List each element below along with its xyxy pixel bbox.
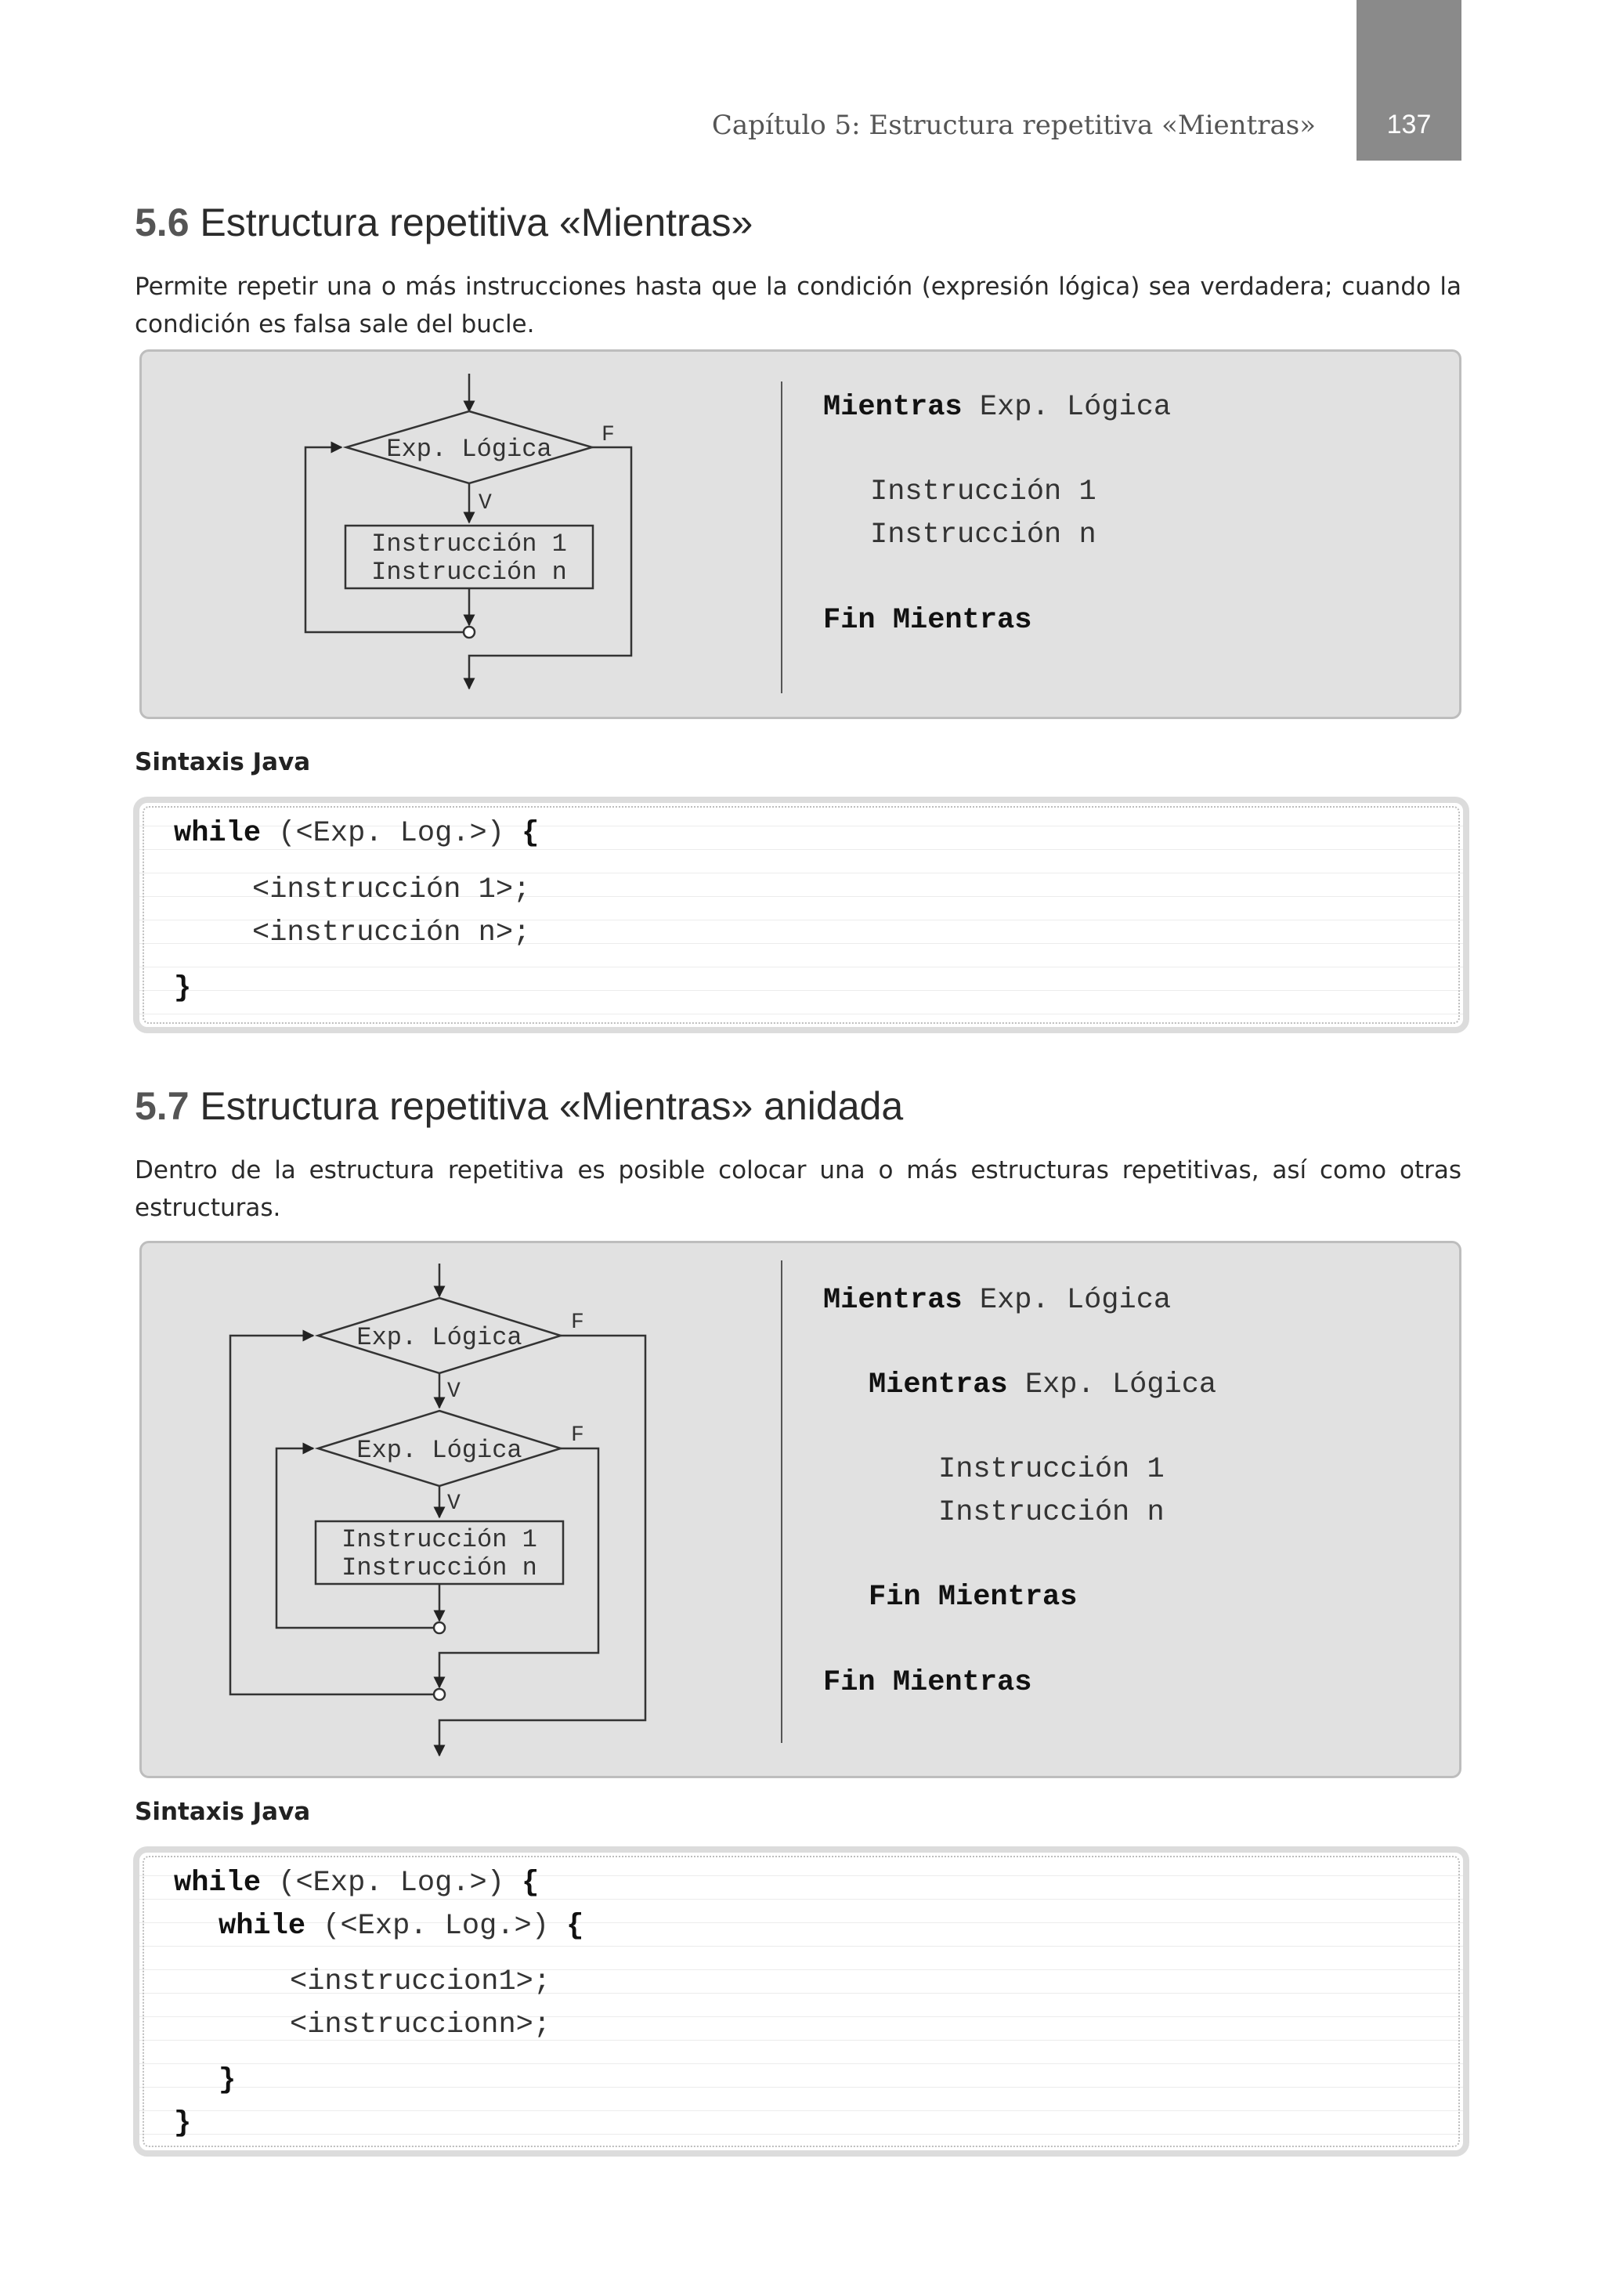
code-while-line: while (<Exp. Log.>) {	[174, 817, 540, 850]
page-number: 137	[1386, 110, 1432, 139]
code-instruction-1: <instrucción 1>;	[252, 873, 531, 906]
pseudo-inner-end-line: Fin Mientras	[869, 1581, 1078, 1614]
instruction-n-label: Instrucción n	[371, 558, 567, 587]
code-outer-while-line: while (<Exp. Log.>) {	[174, 1867, 540, 1900]
outer-true-label: V	[447, 1379, 461, 1404]
code-close-brace: }	[174, 972, 192, 1005]
section-number: 5.6	[135, 201, 190, 244]
outer-false-label: F	[571, 1311, 584, 1335]
pseudo-instruction-1: Instrucción 1	[870, 475, 1096, 508]
instruction-1-label: Instrucción 1	[341, 1525, 537, 1554]
section-number: 5.7	[135, 1084, 190, 1128]
code-inner-close-brace: }	[219, 2064, 237, 2097]
pseudo-inner-while-line: Mientras Exp. Lógica	[869, 1369, 1217, 1401]
section-paragraph: Dentro de la estructura repetitiva es posible colocar una o más estructuras repetitivas, así como otras estructuras.	[135, 1156, 1461, 1222]
instruction-n-label: Instrucción n	[341, 1553, 537, 1582]
code-instruction-n: <instruccionn>;	[290, 2009, 551, 2041]
code-instruction-n: <instrucción n>;	[252, 917, 531, 949]
inner-join-point	[434, 1622, 445, 1633]
inner-false-label: F	[571, 1423, 584, 1448]
code-instruction-1: <instruccion1>;	[290, 1965, 551, 1998]
flowchart-nested-while	[142, 1243, 847, 1776]
code-inner-while-line: while (<Exp. Log.>) {	[219, 1910, 584, 1943]
false-label: F	[602, 423, 615, 447]
section-title-text: Estructura repetitiva «Mientras»	[200, 201, 753, 244]
inner-true-label: V	[447, 1491, 461, 1516]
instruction-1-label: Instrucción 1	[371, 530, 567, 559]
condition-label: Exp. Lógica	[386, 435, 552, 464]
nested-flowchart-pseudocode-panel	[139, 1241, 1461, 1778]
running-head: Capítulo 5: Estructura repetitiva «Mientras»	[711, 110, 1316, 141]
flowchart-pseudocode-panel	[139, 349, 1461, 719]
syntax-label: Sintaxis Java	[135, 1798, 311, 1826]
true-label: V	[479, 491, 492, 515]
pseudo-instruction-n: Instrucción n	[938, 1496, 1165, 1529]
syntax-label: Sintaxis Java	[135, 748, 311, 776]
section-title-5-6	[135, 200, 753, 245]
pseudo-end-line: Fin Mientras	[823, 604, 1032, 637]
section-paragraph: Permite repetir una o más instrucciones hasta que la condición (expresión lógica) sea verdadera; cuando la condición es falsa sale del bucle.	[135, 273, 1461, 338]
pseudo-instruction-n: Instrucción n	[870, 519, 1096, 551]
section-title-5-7	[135, 1083, 903, 1129]
java-code-box	[133, 797, 1469, 1033]
inner-condition-label: Exp. Lógica	[356, 1436, 522, 1465]
outer-join-point	[434, 1689, 445, 1700]
pseudo-outer-end-line: Fin Mientras	[823, 1666, 1032, 1699]
panel-divider	[781, 1260, 782, 1743]
pseudo-outer-while-line: Mientras Exp. Lógica	[823, 1284, 1172, 1317]
code-outer-close-brace: }	[174, 2107, 192, 2140]
java-nested-code-box	[133, 1846, 1469, 2157]
join-point	[464, 627, 475, 638]
flowchart-while	[142, 352, 847, 717]
section-title-text: Estructura repetitiva «Mientras» anidada	[200, 1084, 904, 1128]
panel-divider	[781, 381, 782, 693]
outer-condition-label: Exp. Lógica	[356, 1323, 522, 1352]
pseudo-instruction-1: Instrucción 1	[938, 1453, 1165, 1486]
pseudo-while-line: Mientras Exp. Lógica	[823, 391, 1172, 424]
